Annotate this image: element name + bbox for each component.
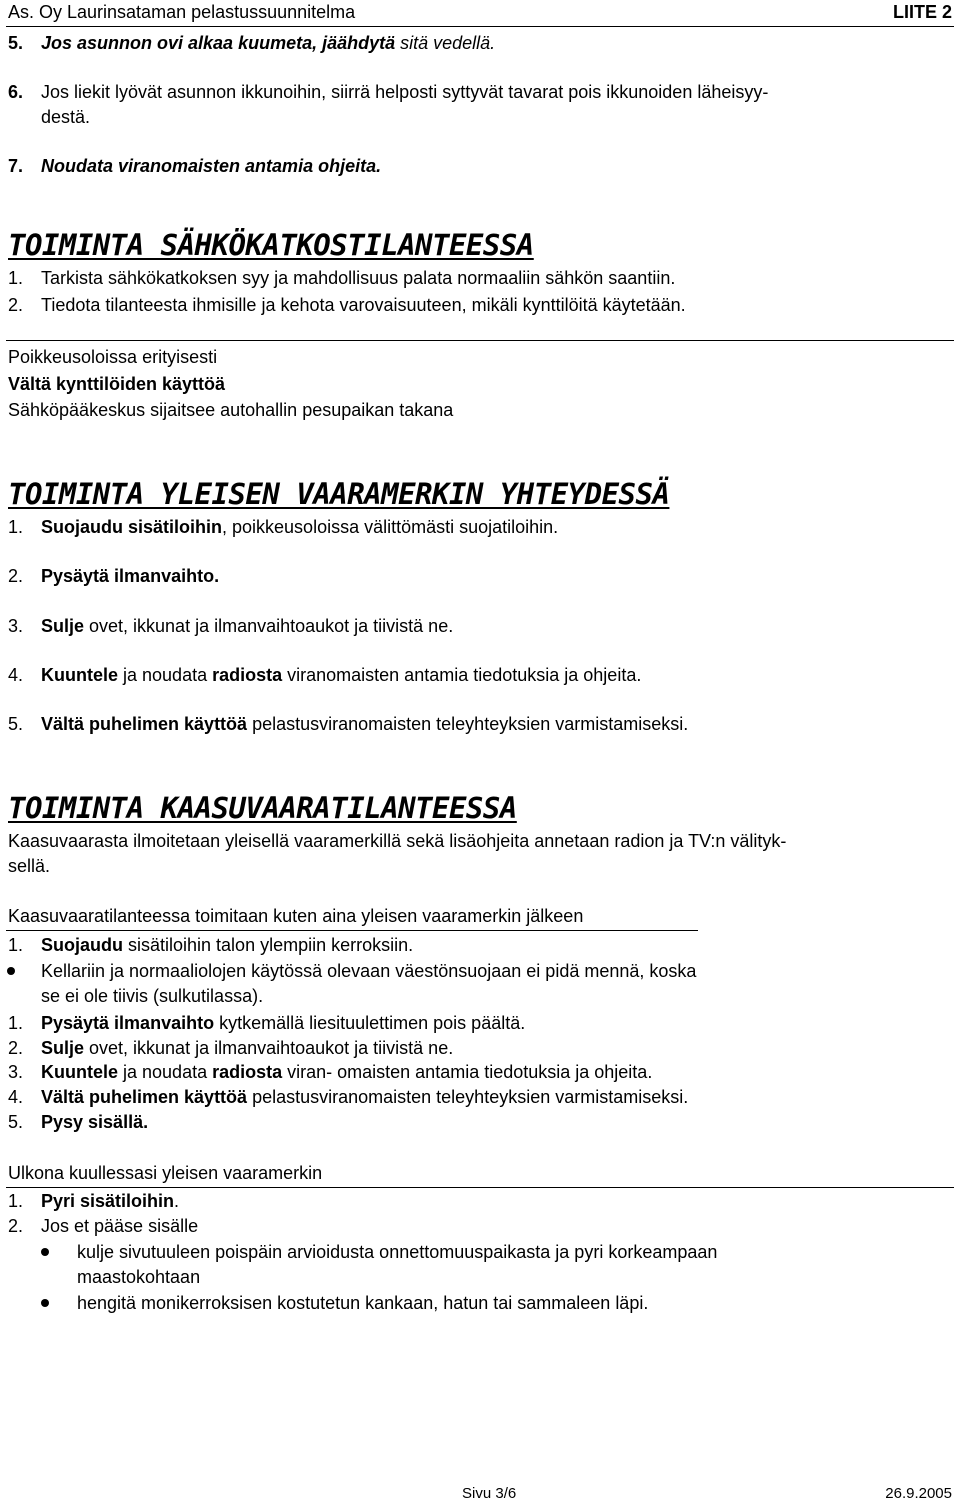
bullet-icon bbox=[41, 1248, 49, 1256]
item-text: Sulje ovet, ikkunat ja ilmanvaihtoaukot ja tiivistä ne. bbox=[41, 1038, 454, 1058]
item-number: 7. bbox=[8, 156, 24, 176]
section-heading-power-outage: TOIMINTA SÄHKÖKATKOSTILANTEESSA bbox=[8, 228, 534, 262]
item-text: Suojaudu sisätiloihin talon ylempiin kerroksiin. bbox=[41, 935, 414, 955]
item-number: 3. bbox=[8, 616, 24, 636]
main-switchboard-location: Sähköpääkeskus sijaitsee autohallin pesupaikan takana bbox=[8, 400, 454, 420]
bullet-icon bbox=[41, 1299, 49, 1307]
item-number: 2. bbox=[8, 1038, 24, 1058]
item-text: Sulje ovet, ikkunat ja ilmanvaihtoaukot ja tiivistä ne. bbox=[41, 616, 454, 636]
gas-intro-line1: Kaasuvaarasta ilmoitetaan yleisellä vaaramerkillä sekä lisäohjeita annetaan radion ja TV:n välityk- bbox=[8, 831, 787, 851]
item-text: Pysäytä ilmanvaihto. bbox=[41, 566, 220, 586]
sub-heading-underline bbox=[6, 930, 698, 931]
header-divider bbox=[6, 26, 954, 27]
section-divider bbox=[6, 340, 954, 341]
item-number: 6. bbox=[8, 82, 24, 102]
item-text: Pyri sisätiloihin. bbox=[41, 1191, 180, 1211]
item-number: 4. bbox=[8, 665, 24, 685]
candle-warning: Vältä kynttilöiden käyttöä bbox=[8, 374, 226, 394]
item-number: 4. bbox=[8, 1087, 24, 1107]
outdoor-bullet1-line2: maastokohtaan bbox=[77, 1267, 201, 1287]
item-text: Vältä puhelimen käyttöä pelastusviranomaisten teleyhteyksien varmistamiseksi. bbox=[41, 1087, 689, 1107]
power-item-1: Tarkista sähkökatkoksen syy ja mahdollisuus palata normaaliin sähkön saantiin. bbox=[41, 268, 676, 288]
item-number: 5. bbox=[8, 714, 24, 734]
gas-intro-line2: sellä. bbox=[8, 856, 51, 876]
item-number: 5. bbox=[8, 1112, 24, 1132]
footer-date: 26.9.2005 bbox=[885, 1485, 952, 1502]
outdoor-bullet1-line1: kulje sivutuuleen poispäin arvioidusta onnettomuuspaikasta ja pyri korkeampaan bbox=[77, 1242, 718, 1262]
gas-bullet-line1: Kellariin ja normaaliolojen käytössä olevaan väestönsuojaan ei pidä mennä, koska bbox=[41, 961, 697, 981]
item-text: Jos asunnon ovi alkaa kuumeta, jäähdytä sitä vedellä. bbox=[41, 33, 496, 53]
gas-sub-heading: Kaasuvaaratilanteessa toimitaan kuten aina yleisen vaaramerkin jälkeen bbox=[8, 906, 584, 926]
outdoor-heading-underline bbox=[6, 1187, 954, 1188]
bullet-icon bbox=[7, 967, 15, 975]
section-heading-general-alarm: TOIMINTA YLEISEN VAARAMERKIN YHTEYDESSÄ bbox=[8, 477, 670, 511]
item-number: 3. bbox=[8, 1062, 24, 1082]
item-text: Suojaudu sisätiloihin, poikkeusoloissa välittömästi suojatiloihin. bbox=[41, 517, 559, 537]
outdoor-bullet2: hengitä monikerroksisen kostutetun kankaan, hatun tai sammaleen läpi. bbox=[77, 1293, 649, 1313]
appendix-label: LIITE 2 bbox=[892, 2, 952, 22]
item-text: Pysy sisällä. bbox=[41, 1112, 149, 1132]
item-number: 1. bbox=[8, 517, 24, 537]
item-text: Pysäytä ilmanvaihto kytkemällä liesituulettimen pois päältä. bbox=[41, 1013, 526, 1033]
item-text: Noudata viranomaisten antamia ohjeita. bbox=[41, 156, 382, 176]
item-number: 2. bbox=[8, 295, 24, 315]
item-text-line2: destä. bbox=[41, 107, 91, 127]
item-number: 1. bbox=[8, 1191, 24, 1211]
item-text: Jos et pääse sisälle bbox=[41, 1216, 199, 1236]
item-number: 2. bbox=[8, 566, 24, 586]
outdoor-heading: Ulkona kuullessasi yleisen vaaramerkin bbox=[8, 1163, 323, 1183]
item-number: 1. bbox=[8, 935, 24, 955]
document-title: As. Oy Laurinsataman pelastussuunnitelma bbox=[8, 2, 356, 22]
special-conditions-heading: Poikkeusoloissa erityisesti bbox=[8, 347, 218, 367]
item-number: 1. bbox=[8, 1013, 24, 1033]
item-number: 2. bbox=[8, 1216, 24, 1236]
section-heading-gas-hazard: TOIMINTA KAASUVAARATILANTEESSA bbox=[8, 791, 517, 825]
item-text: Kuuntele ja noudata radiosta viran- omaisten antamia tiedotuksia ja ohjeita. bbox=[41, 1062, 653, 1082]
item-text-line1: Jos liekit lyövät asunnon ikkunoihin, siirrä helposti syttyvät tavarat pois ikkunoiden läheisyy- bbox=[41, 82, 769, 102]
item-text: Vältä puhelimen käyttöä pelastusviranomaisten teleyhteyksien varmistamiseksi. bbox=[41, 714, 689, 734]
power-item-2: Tiedota tilanteesta ihmisille ja kehota varovaisuuteen, mikäli kynttilöitä käytetään. bbox=[41, 295, 686, 315]
item-number: 5. bbox=[8, 33, 24, 53]
gas-bullet-line2: se ei ole tiivis (sulkutilassa). bbox=[41, 986, 264, 1006]
item-text: Kuuntele ja noudata radiosta viranomaisten antamia tiedotuksia ja ohjeita. bbox=[41, 665, 642, 685]
item-number: 1. bbox=[8, 268, 24, 288]
page-number: Sivu 3/6 bbox=[462, 1485, 517, 1502]
